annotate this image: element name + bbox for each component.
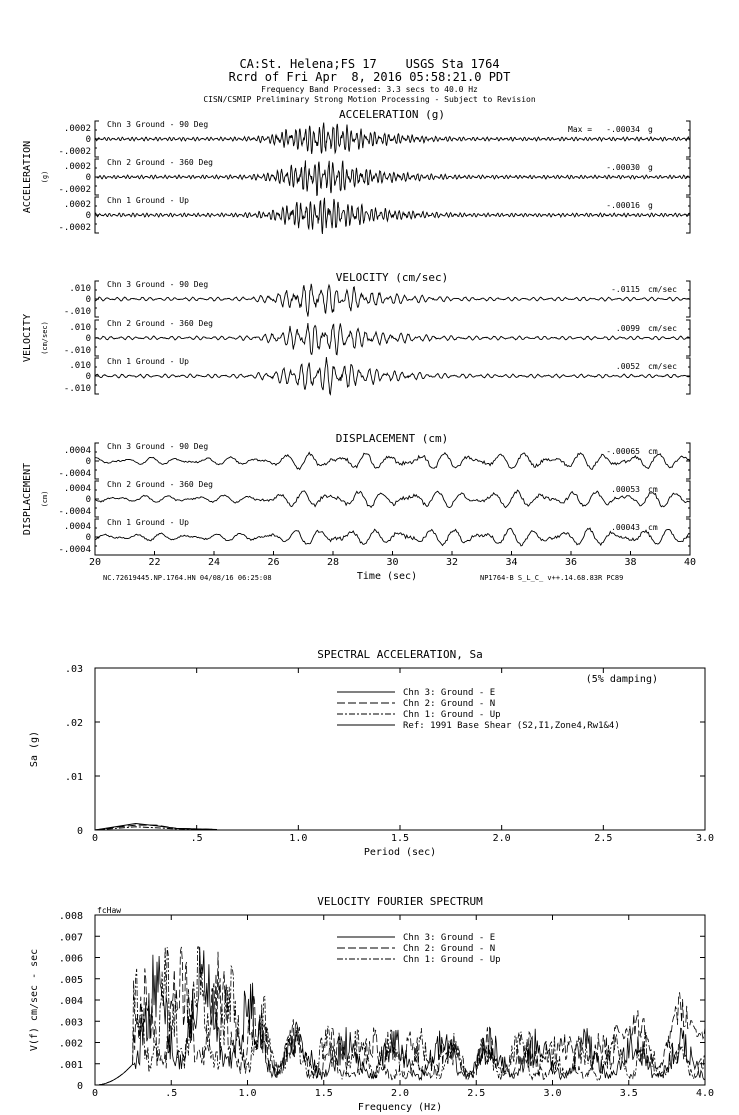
legend-label: Chn 1: Ground - Up xyxy=(403,710,501,720)
max-unit: g xyxy=(648,163,653,172)
y-axis-label: Sa (g) xyxy=(29,730,40,768)
x-tick-label: 40 xyxy=(683,557,697,568)
trace-frame xyxy=(95,519,99,555)
legend-label: Chn 3: Ground - E xyxy=(403,688,496,698)
y-tick-label: 0 xyxy=(85,334,91,344)
y-tick-label: .03 xyxy=(64,664,83,675)
x-tick-label: 32 xyxy=(445,557,459,568)
y-tick-label: -.0004 xyxy=(58,507,91,517)
y-tick-label: -.0002 xyxy=(58,147,91,157)
x-tick-label: 3.0 xyxy=(543,1088,562,1099)
x-tick-label: 3.0 xyxy=(695,833,715,844)
max-unit: cm/sec xyxy=(648,285,677,294)
waveform-trace xyxy=(95,490,690,508)
waveform-trace xyxy=(95,528,690,546)
fourier-curve xyxy=(95,947,705,1085)
y-tick-label: 0 xyxy=(85,135,91,145)
x-tick-label: 2.5 xyxy=(594,833,613,844)
x-tick-label: 34 xyxy=(505,557,518,568)
y-tick-label: 0 xyxy=(85,173,91,183)
x-tick-label: 2.5 xyxy=(467,1088,486,1099)
channel-label: Chn 3 Ground - 90 Deg xyxy=(107,280,209,289)
y-axis-label: DISPLACEMENT xyxy=(22,462,33,536)
max-value: -.00016 xyxy=(606,201,640,210)
station-title: CA:St. Helena;FS 17 USGS Sta 1764 xyxy=(239,57,500,71)
legend-label: Chn 2: Ground - N xyxy=(403,944,496,954)
x-tick-label: .5 xyxy=(190,833,203,844)
frequency-band: Frequency Band Processed: 3.3 secs to 40.0 Hz xyxy=(261,85,478,94)
x-tick-label: 22 xyxy=(148,557,161,568)
panel-title: ACCELERATION (g) xyxy=(339,108,445,121)
legend-label: Ref: 1991 Base Shear (S2,I1,Zone4,Rw1&4) xyxy=(403,721,620,731)
x-tick-label: 1.5 xyxy=(390,833,410,844)
x-tick-label: 4.0 xyxy=(695,1088,715,1099)
footer-right: NP1764-B S_L_C_ v++.14.68.83R PC89 xyxy=(480,574,624,582)
x-axis-label: Frequency (Hz) xyxy=(357,1102,443,1113)
y-tick-label: .006 xyxy=(58,953,83,965)
processing-note: CISN/CSMIP Preliminary Strong Motion Processing - Subject to Revision xyxy=(203,95,536,104)
trace-frame xyxy=(95,443,99,479)
y-tick-label: .010 xyxy=(69,323,91,333)
chart-title: SPECTRAL ACCELERATION, Sa xyxy=(317,648,483,661)
x-tick-label: 3.5 xyxy=(619,1088,638,1099)
max-unit: cm/sec xyxy=(648,324,677,333)
y-tick-label: .007 xyxy=(58,932,83,944)
x-tick-label: 24 xyxy=(207,557,221,568)
x-tick-label: 0 xyxy=(91,1088,99,1099)
y-tick-label: .010 xyxy=(69,284,91,294)
y-axis-label: ACCELERATION xyxy=(22,140,33,214)
y-tick-label: .0002 xyxy=(63,200,91,210)
y-tick-label: .004 xyxy=(58,996,83,1007)
trace-frame xyxy=(686,481,690,517)
max-unit: cm xyxy=(648,485,658,494)
y-tick-label: -.010 xyxy=(63,307,91,317)
max-unit: g xyxy=(648,201,653,210)
y-tick-label: 0 xyxy=(85,372,91,382)
y-tick-label: -.0004 xyxy=(58,469,91,479)
x-tick-label: 30 xyxy=(386,557,399,568)
channel-label: Chn 2 Ground - 360 Deg xyxy=(107,480,213,489)
channel-label: Chn 1 Ground - Up xyxy=(107,518,189,527)
y-tick-label: 0 xyxy=(85,533,91,543)
x-axis-label: Period (sec) xyxy=(363,847,437,858)
panel-title: VELOCITY (cm/sec) xyxy=(335,271,449,284)
max-unit: cm/sec xyxy=(648,362,677,371)
y-tick-label: .0004 xyxy=(63,446,91,456)
y-tick-label: .008 xyxy=(58,911,83,922)
trace-frame xyxy=(95,281,99,317)
max-value: -.00030 xyxy=(606,163,640,172)
max-value: .0052 xyxy=(615,362,640,371)
x-axis-label: Time (sec) xyxy=(356,571,418,582)
channel-label: Chn 1 Ground - Up xyxy=(107,196,189,205)
x-tick-label: 1.0 xyxy=(238,1088,257,1099)
legend-label: Chn 2: Ground - N xyxy=(403,699,496,709)
y-tick-label: .010 xyxy=(69,361,91,371)
x-tick-label: 1.0 xyxy=(289,833,308,844)
y-tick-label: .0002 xyxy=(63,162,91,172)
record-title: Rcrd of Fri Apr 8, 2016 05:58:21.0 PDT xyxy=(228,70,511,84)
channel-label: Chn 2 Ground - 360 Deg xyxy=(107,158,213,167)
channel-label: Chn 1 Ground - Up xyxy=(107,357,189,366)
damping-note: (5% damping) xyxy=(585,674,658,685)
y-axis-label: V(f) cm/sec - sec xyxy=(29,948,40,1052)
y-tick-label: .02 xyxy=(64,718,83,729)
x-tick-label: 26 xyxy=(267,557,280,568)
channel-label: Chn 3 Ground - 90 Deg xyxy=(107,120,209,129)
max-unit: g xyxy=(648,125,653,134)
x-tick-label: 36 xyxy=(564,557,578,568)
y-axis-unit: (cm/sec) xyxy=(41,321,49,355)
legend-label: Chn 3: Ground - E xyxy=(403,933,496,943)
y-tick-label: 0 xyxy=(85,495,91,505)
y-tick-label: -.0004 xyxy=(58,545,91,555)
y-tick-label: .005 xyxy=(58,974,83,986)
y-tick-label: .002 xyxy=(58,1038,83,1050)
max-value: .00043 xyxy=(611,523,640,532)
x-tick-label: 2.0 xyxy=(390,1088,410,1099)
x-tick-label: 20 xyxy=(88,557,102,568)
panel-title: DISPLACEMENT (cm) xyxy=(335,432,449,445)
max-value: -.00034 xyxy=(606,125,640,134)
x-tick-label: 38 xyxy=(624,557,637,568)
y-tick-label: .0004 xyxy=(63,484,91,494)
x-tick-label: 2.0 xyxy=(492,833,511,844)
x-tick-label: .5 xyxy=(165,1088,178,1099)
footer-left: NC.72619445.NP.1764.HN 04/08/16 06:25:08 xyxy=(103,574,272,582)
max-unit: cm xyxy=(648,523,658,532)
y-tick-label: 0 xyxy=(85,457,91,467)
y-tick-label: 0 xyxy=(85,295,91,305)
max-value: -.0115 xyxy=(611,285,640,294)
y-axis-unit: (cm) xyxy=(41,490,49,508)
y-tick-label: 0 xyxy=(76,1081,83,1092)
trace-frame xyxy=(95,481,99,517)
x-tick-label: 28 xyxy=(326,557,340,568)
y-tick-label: .0004 xyxy=(63,522,91,532)
max-label: Max = xyxy=(568,125,593,134)
waveform-trace xyxy=(95,453,690,470)
chart-title: VELOCITY FOURIER SPECTRUM xyxy=(317,895,483,908)
x-tick-label: 0 xyxy=(91,833,99,844)
y-tick-label: .003 xyxy=(58,1017,83,1029)
y-tick-label: .001 xyxy=(58,1059,83,1071)
channel-label: Chn 3 Ground - 90 Deg xyxy=(107,442,209,451)
y-tick-label: -.010 xyxy=(63,346,91,356)
y-tick-label: -.0002 xyxy=(58,223,91,233)
max-unit: cm xyxy=(648,447,658,456)
corner-label: fcHaw xyxy=(97,906,122,915)
y-tick-label: 0 xyxy=(76,826,83,837)
x-tick-label: 1.5 xyxy=(314,1088,333,1099)
y-axis-label: VELOCITY xyxy=(22,313,33,363)
y-tick-label: .0002 xyxy=(63,124,91,134)
max-value: .0099 xyxy=(615,324,640,333)
plot-frame xyxy=(95,668,705,830)
max-value: .00053 xyxy=(611,485,640,494)
max-value: -.00065 xyxy=(606,447,640,456)
y-axis-unit: (g) xyxy=(41,170,49,184)
y-tick-label: .01 xyxy=(64,772,83,783)
channel-label: Chn 2 Ground - 360 Deg xyxy=(107,319,213,328)
y-tick-label: 0 xyxy=(85,211,91,221)
legend-label: Chn 1: Ground - Up xyxy=(403,955,501,965)
y-tick-label: -.010 xyxy=(63,384,91,394)
y-tick-label: -.0002 xyxy=(58,185,91,195)
